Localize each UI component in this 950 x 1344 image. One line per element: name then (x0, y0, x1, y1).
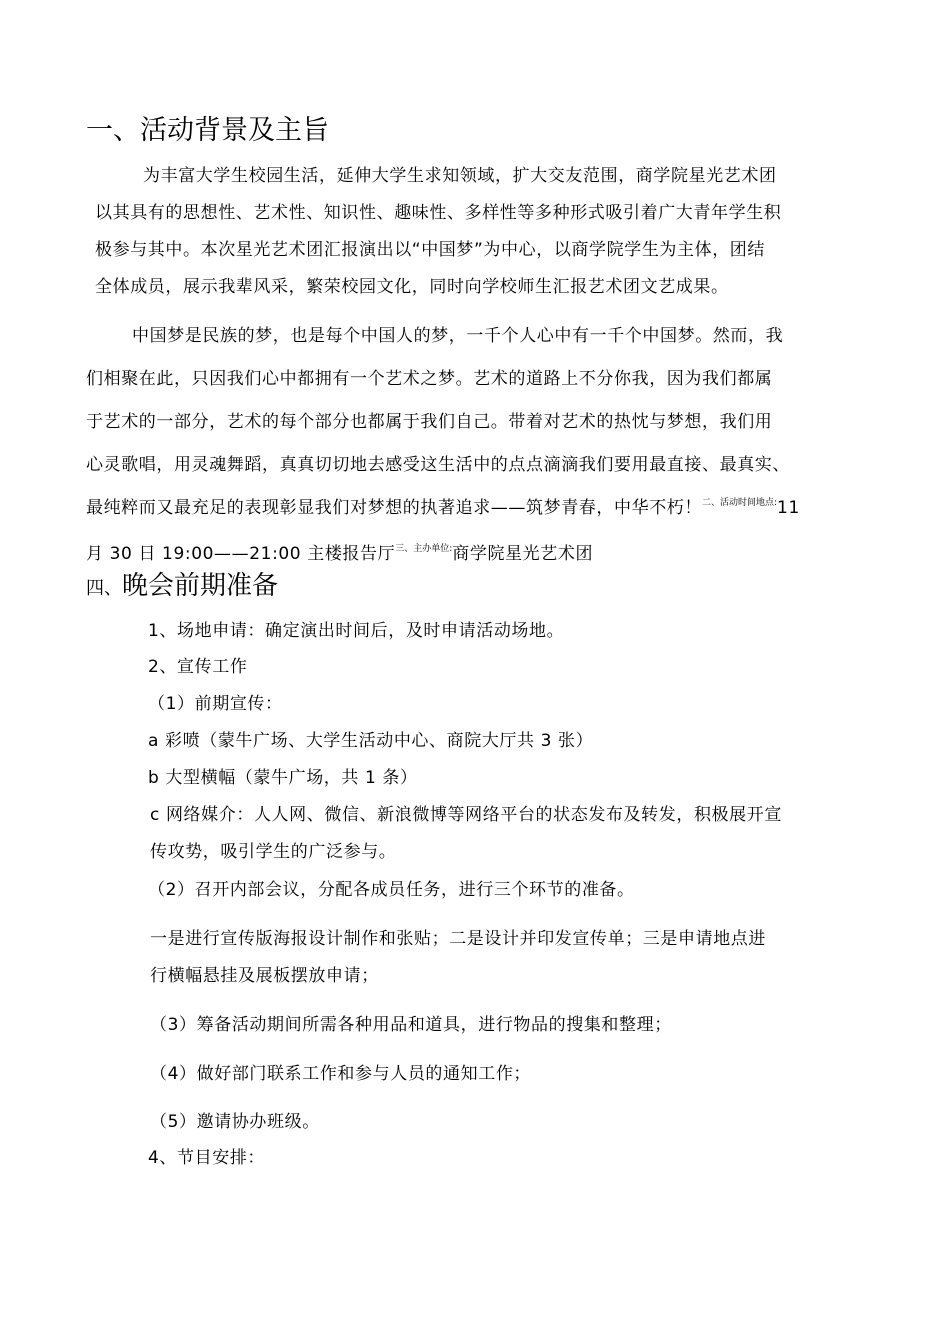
paragraph-line (86, 487, 856, 533)
paragraph-line: 们相聚在此，只因我们心中都拥有一个艺术之梦。艺术的道路上不分你我，因为我们都属 (86, 369, 773, 389)
paragraph-line: 为丰富大学生校园生活，延伸大学生求知领域，扩大交友范围，商学院星光艺术团 (143, 166, 777, 186)
list-item: （4）做好部门联系工作和参与人员的通知工作； (150, 1064, 532, 1084)
list-item: （5）邀请协办班级。 (150, 1112, 320, 1132)
paragraph-line: 以其具有的思想性、艺术性、知识性、趣味性、多样性等多种形式吸引着广大青年学生积 (95, 203, 782, 223)
list-item: （2）召开内部会议，分配各成员任务，进行三个环节的准备。 (148, 880, 635, 900)
heading-prefix: 四、 (86, 578, 122, 599)
list-item: （3）筹备活动期间所需各种用品和道具，进行物品的搜集和整理； (150, 1015, 672, 1035)
section-heading-4 (86, 565, 278, 602)
list-item: 传攻势，吸引学生的广泛参与。 (150, 842, 397, 862)
paragraph-line: 全体成员，展示我辈风采，繁荣校园文化，同时向学校师生汇报艺术团文艺成果。 (95, 277, 729, 297)
paragraph-line: 极参与其中。本次星光艺术团汇报演出以“中国梦”为中心，以商学院学生为主体，团结 (95, 240, 766, 260)
list-item: 4、节目安排： (148, 1148, 266, 1168)
date-text: 11 (777, 498, 800, 518)
paragraph-line: 中国梦是民族的梦，也是每个中国人的梦，一千个人心中有一千个中国梦。然而，我 (132, 326, 784, 346)
organizer-text: 商学院星光艺术团 (452, 544, 594, 564)
list-item: a 彩喷（蒙牛广场、大学生活动中心、商院大厅共 3 张） (148, 731, 594, 751)
china-dream-paragraph (86, 315, 856, 579)
paragraph-line: 于艺术的一部分，艺术的每个部分也都属于我们自己。带着对艺术的热忱与梦想，我们用 (86, 412, 773, 432)
list-item: 1、场地申请：确定演出时间后，及时申请活动场地。 (148, 621, 565, 641)
heading-text: 晚会前期准备 (122, 571, 279, 601)
list-item: 行横幅悬挂及展板摆放申请； (150, 966, 379, 986)
list-item: c 网络媒介：人人网、微信、新浪微博等网络平台的状态发布及转发，积极展开宣 (150, 805, 782, 825)
list-item: b 大型横幅（蒙牛广场，共 1 条） (148, 768, 418, 788)
list-item: （1）前期宣传： (148, 694, 283, 714)
paragraph-line: 心灵歌唱，用灵魂舞蹈，真真切切地去感受这生活中的点点滴滴我们要用最直接、最真实、 (86, 455, 790, 475)
list-item: 一是进行宣传版海报设计制作和张贴；二是设计并印发宣传单；三是申请地点进 (150, 929, 766, 949)
section-heading-1: 一、活动背景及主旨 (86, 115, 329, 146)
list-item: 2、宣传工作 (148, 657, 248, 677)
paragraph-text: 最纯粹而又最充足的表现彰显我们对梦想的执著追求——筑梦青春，中华不朽！ (86, 498, 702, 518)
organizer-label: 三、主办单位: (395, 544, 453, 554)
background-paragraph (95, 158, 855, 306)
time-place-label: 二、活动时间地点: (702, 498, 778, 508)
time-location-text: 月 30 日 19:00——21:00 主楼报告厅 (86, 544, 396, 564)
